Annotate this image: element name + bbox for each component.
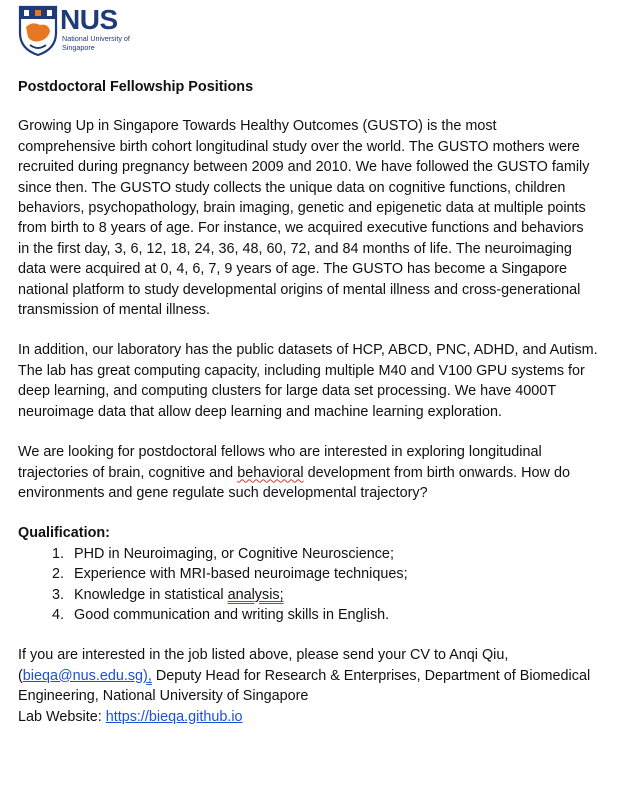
email-close: ),: [143, 667, 152, 684]
paragraph-looking-for: [18, 442, 598, 503]
nus-subtitle: National University of Singapore: [62, 34, 130, 52]
lab-website-link[interactable]: https://bieqa.github.io: [105, 708, 243, 725]
nus-wordmark: NUS: [60, 4, 118, 35]
spellcheck-word: behavioral: [237, 464, 304, 481]
grammar-flagged-word: analysis;: [227, 586, 284, 603]
lab-website-label: Lab Website:: [18, 708, 106, 725]
page-title: Postdoctoral Fellowship Positions: [18, 79, 254, 95]
list-item: 2. Experience with MRI-based neuroimage techniques;: [68, 564, 598, 584]
paragraph-lab: In addition, our laboratory has the public datasets of HCP, ABCD, PNC, ADHD, and Autism. The lab has great computing capacity, including multiple M40 and V100 GPU systems for deep learning, and computing clusters for large data set processing. We have 4000T neuroimage data that allow deep learning and machine learning exploration.: [18, 342, 598, 420]
list-item-text: Knowledge in statistical: [74, 586, 228, 603]
contact-rest: Deputy Head for Research & Enterprises, Department of Biomedical Engineering, National University of Singapore: [18, 667, 591, 705]
paragraph-gusto: Growing Up in Singapore Towards Healthy Outcomes (GUSTO) is the most comprehensive birth cohort longitudinal study over the world. The GUSTO mothers were recruited during pregnancy between 2009 and 2010. We have followed the GUSTO family since then. The GUSTO study collects the unique data on cognitive functions, children behaviors, psychopathology, brain imaging, genetic and epigenetic data at multiple points from birth to 8 years of age. For instance, we acquired executive functions and behaviors in the first day, 3, 6, 12, 18, 24, 36, 48, 60, 72, and 84 months of life. The neuroimaging data were acquired at 0, 4, 6, 7, 9 years of age. The GUSTO has become a Singapore national platform to study developmental origins of mental illness and cross-generational transmission of mental illness.: [18, 118, 590, 319]
paragraph-looking-for-start: We are looking for postdoctoral fellows who are interested in exploring longitudinal trajectories of brain, cognitive and: [18, 444, 542, 481]
nus-crest-icon: [18, 5, 58, 57]
nus-logo: [18, 5, 138, 59]
qualification-heading: Qualification:: [18, 525, 110, 542]
paragraph-looking-for-end: development from birth onwards. How do environments and gene regulate such developmental trajectory?: [18, 464, 570, 501]
email-open: (: [18, 667, 23, 684]
document-body: [18, 77, 598, 727]
contact-intro: If you are interested in the job listed above, please send your CV to Anqi Qiu,: [18, 647, 509, 664]
list-item: [68, 585, 598, 605]
email-link[interactable]: bieqa@nus.edu.sg: [22, 667, 144, 684]
qualification-list: [18, 544, 598, 626]
contact-paragraph: [18, 645, 598, 727]
list-item: 4. Good communication and writing skills in English.: [68, 605, 598, 625]
list-item: 1. PHD in Neuroimaging, or Cognitive Neuroscience;: [68, 544, 598, 564]
